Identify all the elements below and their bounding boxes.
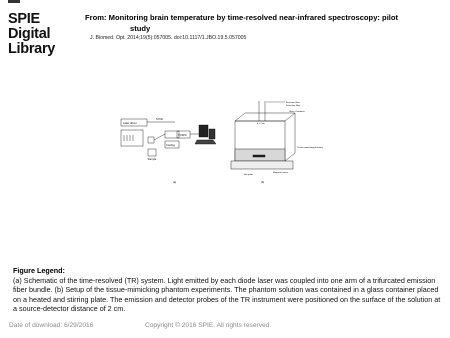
citation[interactable]: J. Biomed. Opt. 2014;19(5):057005. doi:10.1117/1.JBO.19.5.057005: [90, 35, 247, 41]
glass-container-label: Glass Container: [289, 111, 305, 113]
panel-a-schematic: [121, 117, 216, 184]
figure-legend-heading: Figure Legend:: [13, 266, 65, 275]
emission-link: [154, 134, 165, 140]
logo-text-library: Library: [8, 41, 56, 57]
download-date: Date of download: 6/29/2016: [9, 322, 94, 329]
hot-plate-label: Hot plate: [244, 174, 253, 176]
hot-plate: [231, 161, 293, 169]
sample-box: [148, 149, 156, 156]
spie-digital-library-logo: [6, 0, 54, 62]
article-title: [85, 13, 435, 34]
cooling-label: Cooling: [166, 144, 175, 147]
figure-image: [113, 93, 325, 193]
laser-driver-label: Laser driver: [123, 122, 137, 125]
tcspc-label: TCSPC: [178, 134, 187, 137]
container-edge-br: [285, 153, 295, 161]
computer-keyboard: [195, 140, 216, 144]
computer-tower: [209, 129, 215, 139]
magnetic-stirrer: [253, 155, 265, 157]
panel-a-label: (a): [173, 181, 177, 184]
magnetic-stirrer-label: Magnetic stirrer: [273, 172, 289, 174]
logo-text-spie: SPIE: [8, 11, 40, 27]
sample-label: Sample: [147, 158, 157, 161]
article-title-line2: study: [130, 23, 151, 33]
panel-b-label: (b): [261, 181, 265, 184]
figure-diagram: [113, 93, 325, 193]
tissue-phantom-label: Tissue-mimicking phantom: [297, 147, 323, 149]
laser-module-box: [121, 130, 143, 146]
copyright-notice: Copyright © 2016 SPIE. All rights reserved.: [145, 322, 272, 329]
figure-legend-text: (a) Schematic of the time-resolved (TR) system. Light emitted by each diode laser was coupled into one arm of a trifurcated emission fiber bundle. (b) Setup of the tissue-mimicking phantom experiments. The phantom solution was contained in a glass container placed on a heated and stirring plate. The emission and detector probes of the TR instrument were positioned on the surface of the solution at a source-detector distance of 2 cm.: [13, 276, 441, 313]
panel-b-setup: [231, 101, 323, 184]
sep-label: d = 2 cm: [257, 123, 265, 125]
article-title-line1: From: Monitoring brain temperature by time-resolved near-infrared spectroscopy: pilot: [85, 13, 399, 22]
detection-fiber-label: Detection fiber: [286, 105, 301, 107]
computer-monitor: [199, 125, 208, 137]
fiber-coupler: [148, 137, 154, 143]
logo-text-digital: Digital: [8, 26, 51, 42]
logo-bar: [8, 0, 20, 3]
sync-label: SYNC: [156, 118, 164, 121]
emission-fiber-label: Emission fiber: [286, 102, 300, 104]
